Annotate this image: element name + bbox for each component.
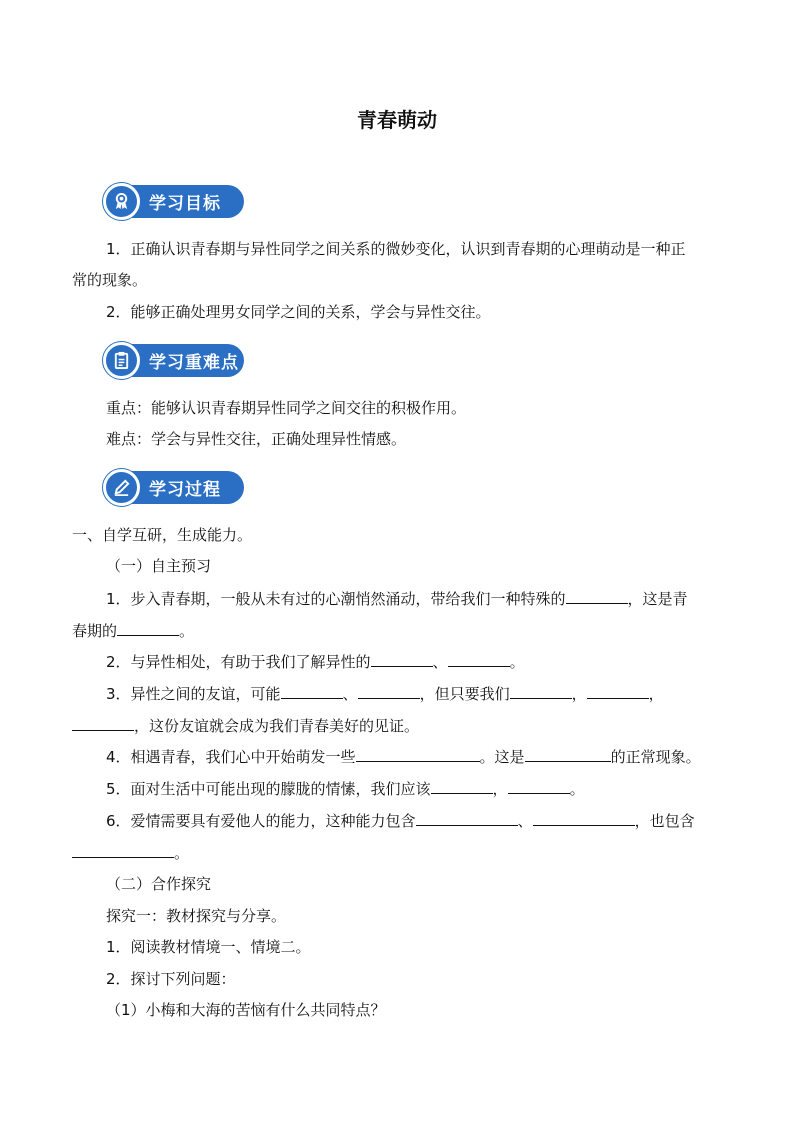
answer-blank[interactable] — [281, 683, 343, 699]
subsection-cooperate: （二）合作探究 — [106, 875, 212, 893]
answer-blank[interactable] — [356, 746, 480, 762]
explore-1: 探究一：教材探究与分享。 — [106, 907, 287, 925]
section-badge-goals — [103, 183, 244, 220]
question-6: 6．爱情需要具有爱他人的能力，这种能力包含 、 ，也包含 — [106, 812, 695, 830]
section-label: 学习目标 — [149, 194, 221, 214]
question-2: 2．与异性相处，有助于我们了解异性的 、 。 — [106, 653, 525, 671]
answer-blank[interactable] — [416, 810, 518, 826]
question-1-cont: 春期的 。 — [72, 622, 195, 640]
answer-blank[interactable] — [448, 651, 510, 667]
answer-blank[interactable] — [508, 778, 570, 794]
answer-blank[interactable] — [72, 715, 134, 731]
step-1-heading: 一、自学互研，生成能力。 — [72, 526, 253, 544]
pencil-icon — [103, 469, 140, 506]
ribbon-icon — [103, 183, 140, 220]
question-3-cont: ，这份友谊就会成为我们青春美好的见证。 — [72, 715, 794, 737]
answer-blank[interactable] — [510, 683, 572, 699]
difficult-point: 难点：学会与异性交往，正确处理异性情感。 — [106, 430, 407, 448]
section-badge-process — [103, 469, 244, 506]
question-6-cont: 。 — [72, 842, 794, 864]
question-3: 3．异性之间的友谊，可能 、 ，但只要我们 ， ， — [106, 685, 664, 703]
question-4: 4．相遇青春，我们心中开始萌发一些 。这是 的正常现象。 — [106, 748, 701, 766]
goal-1-cont: 常的现象。 — [72, 271, 148, 289]
question-1: 1．步入青春期，一般从未有过的心潮悄然涌动，带给我们一种特殊的 ，这是青 — [106, 590, 688, 608]
question-5: 5．面对生活中可能出现的朦胧的情愫，我们应该 ， 。 — [106, 780, 585, 798]
key-point: 重点：能够认识青春期异性同学之间交往的积极作用。 — [106, 399, 467, 417]
answer-blank[interactable] — [431, 778, 493, 794]
explore-step-2: 2．探讨下列问题： — [106, 970, 236, 988]
answer-blank[interactable] — [566, 588, 628, 604]
answer-blank[interactable] — [533, 810, 635, 826]
goal-1: 1．正确认识青春期与异性同学之间关系的微妙变化，认识到青春期的心理萌动是一种正 — [106, 240, 686, 258]
section-badge-key-points — [103, 342, 244, 379]
answer-blank[interactable] — [525, 746, 611, 762]
answer-blank[interactable] — [358, 683, 420, 699]
goal-2: 2．能够正确处理男女同学之间的关系，学会与异性交往。 — [106, 303, 491, 321]
clipboard-icon — [103, 342, 140, 379]
subsection-preview: （一）自主预习 — [106, 557, 212, 575]
answer-blank[interactable] — [587, 683, 649, 699]
page-title: 青春萌动 — [357, 108, 437, 132]
section-label: 学习重难点 — [149, 353, 239, 373]
explore-question-1: （1）小梅和大海的苦恼有什么共同特点？ — [106, 1001, 386, 1019]
answer-blank[interactable] — [72, 842, 174, 858]
answer-blank[interactable] — [117, 620, 179, 636]
section-label: 学习过程 — [149, 480, 221, 500]
answer-blank[interactable] — [371, 651, 433, 667]
explore-step-1: 1．阅读教材情境一、情境二。 — [106, 938, 311, 956]
